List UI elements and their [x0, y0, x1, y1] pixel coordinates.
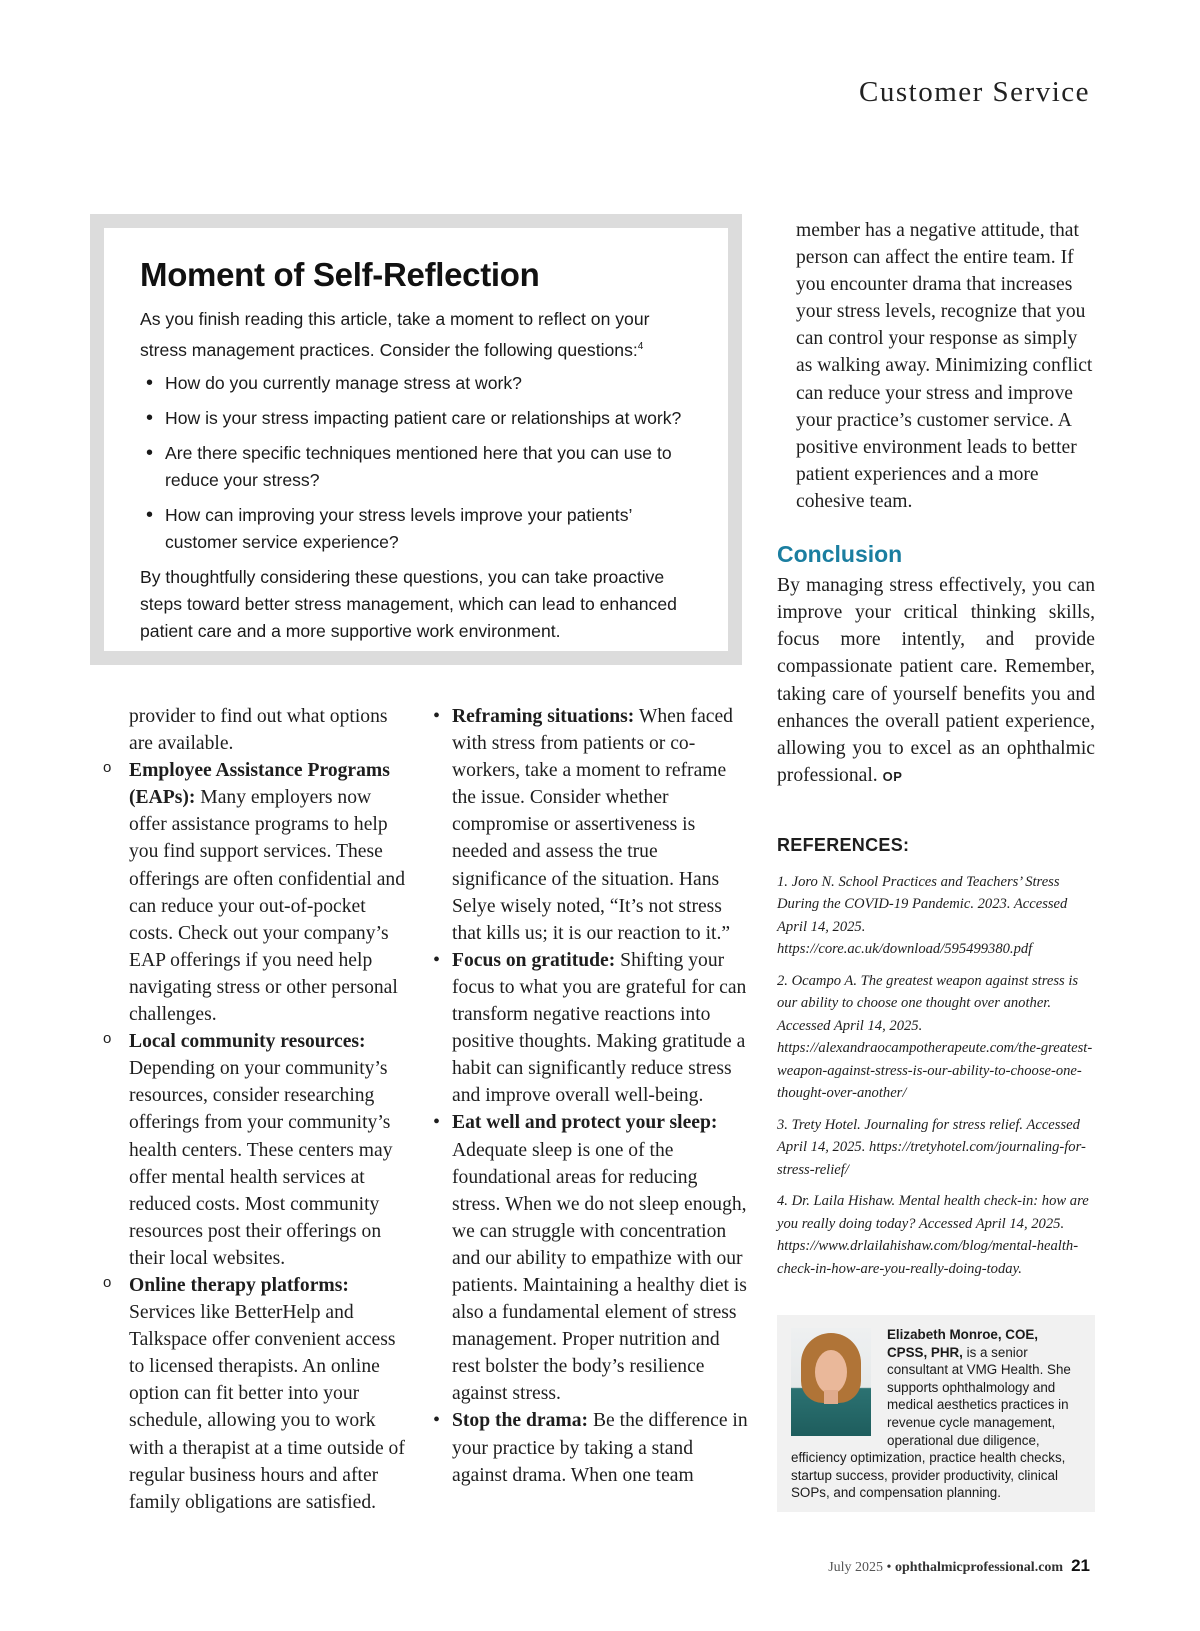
- conclusion-paragraph: [777, 572, 1095, 790]
- reference-superscript: 4: [637, 341, 644, 352]
- footer-website: ophthalmicprofessional.com: [894, 1560, 1064, 1575]
- conclusion-heading: Conclusion: [777, 541, 903, 568]
- item-lead: Focus on gratitude:: [452, 949, 616, 971]
- list-item: • How can improving your stress levels improve your patients’ customer service experience?: [140, 502, 700, 556]
- technique-list: [432, 703, 750, 1489]
- list-item: [432, 703, 750, 947]
- sidebar-title: Moment of Self-Reflection: [140, 256, 540, 293]
- list-item: • Are there specific techniques mentioned here that you can use to reduce your stress?: [140, 440, 700, 494]
- references-heading: REFERENCES:: [777, 834, 910, 855]
- continued-paragraph: member has a negative attitude, that person can affect the entire team. If you encounter drama that increases your stress levels, recognize that you can control your response as simply as walking away. Minimizing conflict can reduce your stress and improve your practice’s customer service. A positive environment leads to better patient experiences and a more cohesive team.: [796, 220, 1093, 512]
- body-column-left: [101, 703, 413, 1516]
- reference-item: 1. Joro N. School Practices and Teachers’ Stress During the COVID-19 Pandemic. 2023. Accessed April 14, 2025. https://core.ac.uk/download/595499380.pdf: [777, 873, 1068, 958]
- resource-list: [101, 757, 413, 1516]
- list-item: • How do you currently manage stress at work?: [140, 370, 700, 397]
- list-item: [432, 947, 750, 1110]
- reflection-questions-list: [140, 370, 700, 556]
- item-text: Depending on your community’s resources, consider researching offerings from your community’s health centers. These centers may offer mental health services at reduced costs. Most community resources post their offerings on their local websites.: [129, 1058, 393, 1269]
- self-reflection-panel: [104, 228, 728, 651]
- continued-paragraph: provider to find out what options are available.: [129, 706, 388, 755]
- item-text: Adequate sleep is one of the foundational areas for reducing stress. When we do not sleep enough, we can struggle with concentration and our ability to empathize with our patients. Maintaining a healthy diet is also a fundamental element of stress management. Proper nutrition and rest bolster the body’s resilience against stress.: [452, 1139, 747, 1405]
- item-lead: Stop the drama:: [452, 1410, 589, 1432]
- body-column-right: [777, 217, 1095, 1289]
- body-column-middle: [432, 703, 750, 1489]
- author-photo: [791, 1328, 871, 1436]
- author-bio-text: is a senior consultant at VMG Health. She supports ophthalmology and medical aesthetics practices in revenue cycle management, operational due diligence, efficiency optimization, practice health checks, startup success, provider productivity, clinical SOPs, and compensation planning.: [791, 1344, 1071, 1501]
- item-text: Many employers now offer assistance programs to help you find support services. These offerings are often confidential and can reduce your out-of-pocket costs. Check out your company’s EAP offerings if you need help navigating stress or other personal challenges.: [129, 787, 406, 1026]
- section-header: Customer Service: [859, 76, 1090, 108]
- item-text: Services like BetterHelp and Talkspace offer convenient access to licensed therapists. An online option can fit better into your schedule, allowing you to work with a therapist at a time outside of regular business hours and after family obligations are satisfied.: [129, 1302, 405, 1513]
- author-bio: [777, 1315, 1095, 1512]
- list-item: [101, 757, 413, 1028]
- item-lead: Employee Assistance Programs (EAPs):: [129, 760, 390, 809]
- page-number: 21: [1071, 1556, 1090, 1575]
- footer-issue: July 2025: [828, 1560, 884, 1575]
- conclusion-text: By managing stress effectively, you can improve your critical thinking skills, focus more intently, and provide compassionate patient care. Remember, taking care of yourself benefits you and enhances the overall patient experience, allowing you to excel as an ophthalmic professional.: [777, 575, 1095, 786]
- item-lead: Local community resources:: [129, 1031, 366, 1053]
- end-mark: OP: [882, 768, 903, 784]
- item-text: Shifting your focus to what you are grateful for can transform negative reactions into positive thoughts. Making gratitude a habit can significantly reduce stress and improve overall well-being.: [452, 949, 747, 1107]
- author-name: Elizabeth Monroe, COE, CPSS, PHR,: [887, 1327, 1039, 1360]
- references-list: [777, 871, 1095, 1281]
- reference-item: 2. Ocampo A. The greatest weapon against stress is our ability to choose one thought over another. Accessed April 14, 2025. https://alexandraocampotherapeute.com/the-greatest-weapon-against-stress-is-our-ability-to-choose-one-thought-over-another/: [777, 972, 1093, 1102]
- sidebar-intro: [140, 306, 700, 364]
- sidebar-outro: By thoughtfully considering these questions, you can take proactive steps toward better stress management, which can lead to enhanced patient care and a more supportive work environment.: [140, 566, 677, 641]
- reference-item: 3. Trety Hotel. Journaling for stress relief. Accessed April 14, 2025. https://tretyhotel.com/journaling-for-stress-relief/: [777, 1116, 1086, 1178]
- list-item: [101, 1272, 413, 1516]
- item-lead: Online therapy platforms:: [129, 1274, 349, 1296]
- list-item: [432, 1109, 750, 1407]
- reference-item: 4. Dr. Laila Hishaw. Mental health check-in: how are you really doing today? Accessed April 14, 2025. https://www.drlailahishaw.com/blog/mental-health-check-in-how-are-you-really-doing-today.: [777, 1193, 1089, 1277]
- page-footer: [828, 1556, 1090, 1576]
- list-item: [432, 1407, 750, 1488]
- self-reflection-sidebar: [90, 214, 742, 665]
- item-lead: Eat well and protect your sleep:: [452, 1112, 718, 1134]
- sidebar-intro-text: As you finish reading this article, take a moment to reflect on your stress management practices. Consider the following questions:: [140, 309, 650, 360]
- item-lead: Reframing situations:: [452, 706, 635, 727]
- list-item: • How is your stress impacting patient care or relationships at work?: [140, 405, 700, 432]
- item-text: Be the difference in your practice by taking a stand against drama. When one team: [452, 1410, 748, 1486]
- footer-separator: •: [883, 1560, 895, 1575]
- list-item: [101, 1028, 413, 1272]
- item-text: When faced with stress from patients or co-workers, take a moment to reframe the issue. Consider whether compromise or assertiveness is needed and assess the true significance of the situation. Hans Selye wisely noted, “It’s not stress that kills us; it is our reaction to it.”: [452, 706, 733, 944]
